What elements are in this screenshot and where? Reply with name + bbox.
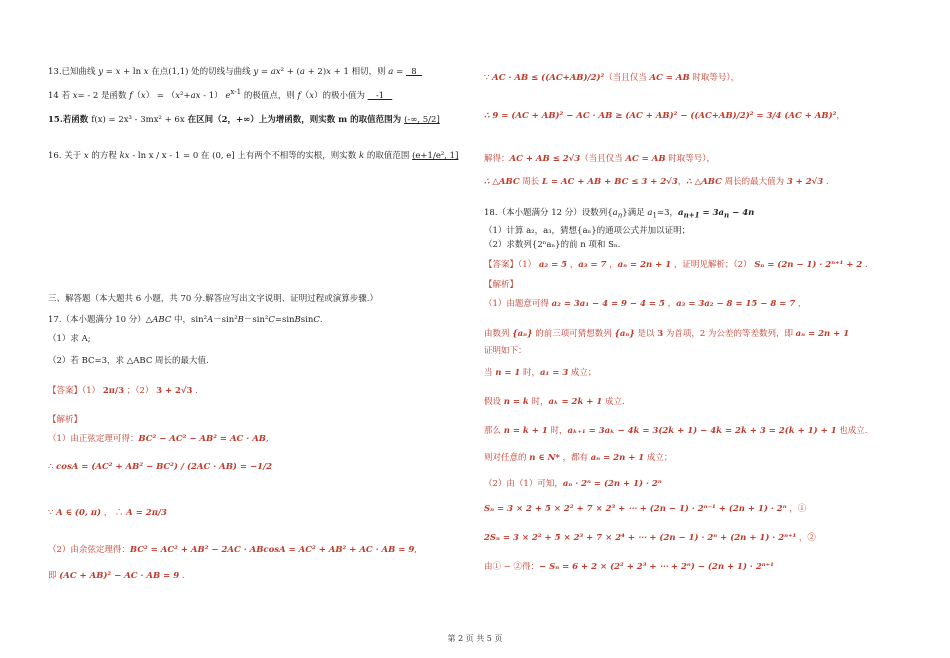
analysis-18-step8: （2）由（1）可知，aₙ · 2ⁿ = (2n + 1) · 2ⁿ [484, 479, 662, 489]
analysis-18-step11: 由① − ②得：− Sₙ = 6 + 2 × (2² + 2³ + ⋯ + 2ⁿ) − (2n + 1) · 2ⁿ⁺¹ [484, 562, 774, 572]
analysis-18-step2: 由数列 {aₙ} 的前三项可猜想数列 {aₙ} 是以 3 为首项，2 为公差的等差数列，即 aₙ = 2n + 1 [484, 329, 850, 339]
question-18: 18.（本小题满分 12 分）设数列$\{a_n\}$满足 $a_1=3$，$a_{n+1} = 3a_n - 4n$ [484, 208, 755, 220]
analysis-18-step3: 证明如下： [484, 346, 527, 356]
question-15: 15.若函数 f(x) = 2x³ - 3mx² + 6x 在区间（2，+∞）上为增函数，则实数 m 的取值范围为 (-∞, 5/2] [48, 115, 440, 125]
analysis-17-step7: ∴ 9 = (AC + AB)² − AC · AB ≥ (AC + AB)² − ((AC+AB)/2)² = 3/4 (AC + AB)²， [484, 111, 845, 121]
analysis-17-step8: 解得：AC + AB ≤ 2√3（当且仅当 AC = AB 时取等号）， [484, 154, 715, 164]
analysis-18-step1: （1）由题意可得 a₂ = 3a₁ − 4 = 9 − 4 = 5 ，a₃ = 3a₂ − 8 = 15 − 8 = 7 ， [484, 299, 807, 309]
question-18-part1: （1）计算 a₂，a₃，猜想{aₙ}的通项公式并加以证明； [484, 226, 691, 236]
question-17-part1: （1）求 A; [48, 334, 91, 344]
analysis-17-step9: ∴ △ABC 周长 L = AC + AB + BC ≤ 3 + 2√3，∴ △ABC 周长的最大值为 3 + 2√3 . [484, 177, 829, 187]
analysis-18-step6: 那么 n = k + 1 时，aₖ₊₁ = 3aₖ − 4k = 3(2k + 1) − 4k = 2k + 3 = 2(k + 1) + 1 也成立. [484, 426, 868, 436]
analysis-18-step7: 则对任意的 n ∈ N* ，都有 aₙ = 2n + 1 成立； [484, 453, 673, 463]
analysis-17-step2: ∴ cosA = (AC² + AB² − BC²) / (2AC · AB) = −1/2 [48, 462, 273, 472]
question-13: 13.已知曲线 y = x + ln x 在点(1,1) 处的切线与曲线 y = ax² + (a + 2)x + 1 相切，则 a = 8 [48, 67, 423, 77]
question-16: 16. 关于 x 的方程 kx - ln x / x - 1 = 0 在 (0, e] 上有两个不相等的实根，则实数 k 的取值范围 (e+1/e², 1] [48, 151, 459, 161]
answer-17: 【答案】（1） 2π/3 ；（2） 3 + 2√3 . [48, 386, 198, 396]
analysis-17-label: 【解析】 [48, 415, 83, 425]
analysis-18-step5: 假设 n = k 时，aₖ = 2k + 1 成立. [484, 397, 625, 407]
analysis-17-step6: ∵ AC · AB ≤ ((AC+AB)/2)²（当且仅当 AC = AB 时取等号）， [484, 73, 740, 83]
analysis-18-step10: 2Sₙ = 3 × 2² + 5 × 2³ + 7 × 2⁴ + ⋯ + (2n − 1) · 2ⁿ + (2n + 1) · 2ⁿ⁺¹ ，② [484, 533, 816, 543]
question-17: 17.（本小题满分 10 分）△ABC 中，sin²A－sin²B－sin²C=sinBsinC. [48, 315, 323, 325]
analysis-18-step9: Sₙ = 3 × 2 + 5 × 2² + 7 × 2³ + ⋯ + (2n − 1) · 2ⁿ⁻¹ + (2n + 1) · 2ⁿ ，① [484, 504, 807, 514]
analysis-17-step1: （1）由正弦定理可得：BC² − AC² − AB² = AC · AB, [48, 434, 269, 444]
question-18-part2: （2）求数列{2ⁿaₙ}的前 n 项和 Sₙ. [484, 240, 621, 250]
analysis-17-step5: 即 (AC + AB)² − AC · AB = 9 . [48, 571, 185, 581]
page-footer: 第 2 页 共 5 页 [447, 634, 503, 643]
analysis-18-step4: 当 n = 1 时，a₁ = 3 成立； [484, 368, 597, 378]
question-14: 14 若 x= - 2 是函数 f（x） = （x²+ax - 1） $e^{x-1}$ 的极值点，则 f（x）的极小值为 -1 [48, 87, 393, 101]
analysis-17-step3: ∵ A ∈ (0, π) ， ∴ A = 2π/3 [48, 508, 167, 518]
analysis-17-step4: （2）由余弦定理得：BC² = AC² + AB² − 2AC · ABcosA = AC² + AB² + AC · AB = 9, [48, 545, 417, 555]
answer-18: 【答案】（1） a₂ = 5 ，a₃ = 7 ，aₙ = 2n + 1 ，证明见解析；（2） Sₙ = (2n − 1) · 2ⁿ⁺¹ + 2 . [484, 260, 868, 270]
section-3-title: 三、解答题（本大题共 6 小题，共 70 分.解答应写出文字说明、证明过程或演算步骤.） [48, 294, 378, 304]
analysis-18-label: 【解析】 [484, 280, 519, 290]
question-17-part2: （2）若 BC=3，求 △ABC 周长的最大值. [48, 356, 209, 366]
